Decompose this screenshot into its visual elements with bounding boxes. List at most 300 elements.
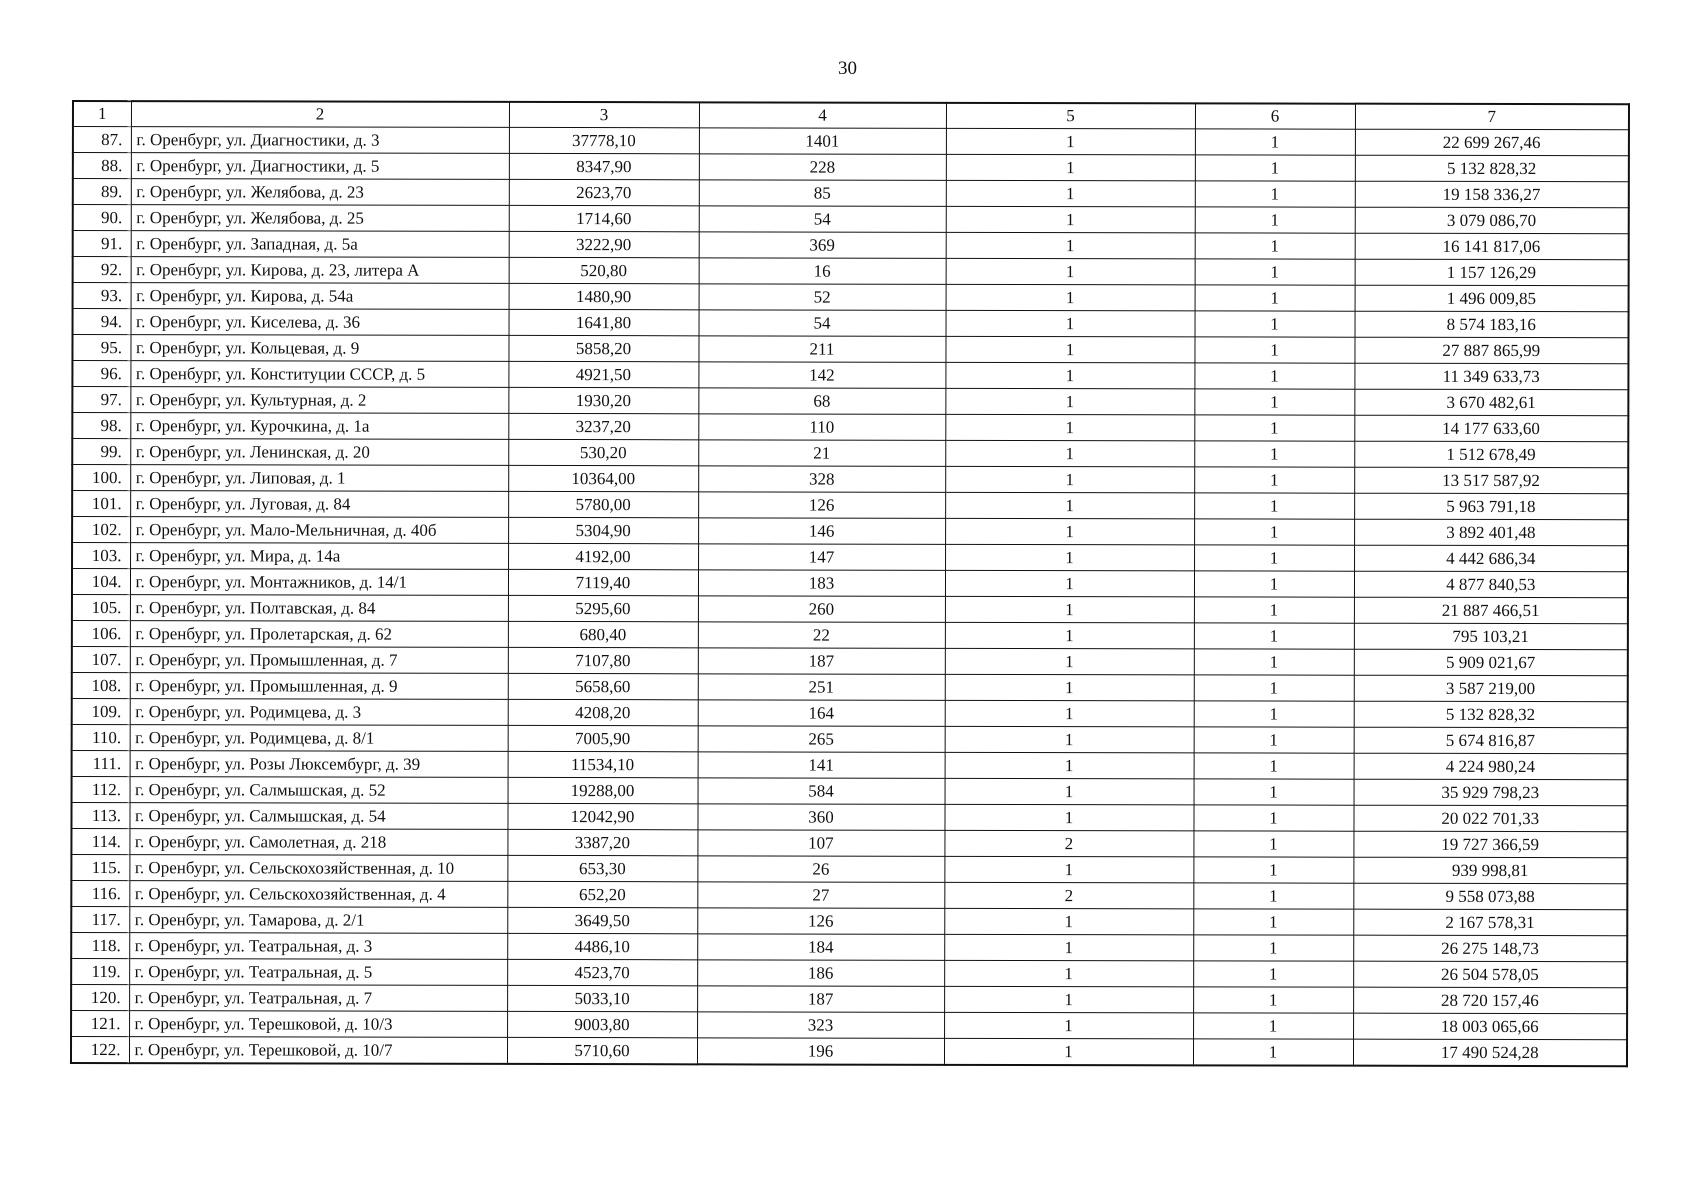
table-row [71,803,1627,832]
col-3-value: 5658,60 [508,673,698,699]
row-number: 121. [71,1011,129,1037]
table-row [72,335,1628,364]
col-4-value: 126 [698,492,945,519]
col-7-value: 28 720 157,46 [1353,987,1627,1014]
col-3-value: 4192,00 [508,543,698,569]
column-header-1: 1 [73,101,131,127]
row-number: 87. [73,127,131,153]
col-7-value: 5 963 791,18 [1354,493,1628,520]
table-row [72,777,1628,806]
col-3-value: 5304,90 [508,517,698,543]
col-3-value: 37778,10 [509,127,699,153]
col-7-value: 5 909 021,67 [1354,649,1628,676]
row-number: 111. [72,751,130,777]
col-4-value: 110 [698,414,945,441]
col-5-value: 1 [945,466,1194,493]
col-6-value: 1 [1193,805,1353,831]
table-row [72,595,1628,624]
building-registry-table [70,100,1630,1067]
col-6-value: 1 [1194,493,1354,519]
address: г. Оренбург, ул. Ленинская, д. 20 [130,439,508,466]
col-7-value: 4 224 980,24 [1354,753,1628,780]
col-6-value: 1 [1195,181,1355,207]
col-3-value: 3237,20 [508,413,698,439]
address: г. Оренбург, ул. Салмышская, д. 54 [129,803,507,830]
row-number: 116. [71,881,129,907]
col-5-value: 1 [944,960,1193,987]
row-number: 122. [71,1037,129,1064]
row-number: 109. [72,699,130,725]
col-4-value: 187 [697,986,944,1013]
col-7-value: 1 512 678,49 [1354,441,1628,468]
table-row [72,413,1628,442]
table-row [71,959,1627,988]
col-5-value: 1 [945,726,1194,753]
col-5-value: 2 [944,830,1193,857]
address: г. Оренбург, ул. Терешковой, д. 10/3 [129,1011,507,1038]
address: г. Оренбург, ул. Диагностики, д. 3 [131,127,509,154]
col-3-value: 11534,10 [508,751,698,777]
row-number: 118. [71,933,129,959]
col-5-value: 1 [945,674,1194,701]
address: г. Оренбург, ул. Родимцева, д. 3 [130,699,508,726]
table-row [72,751,1628,780]
col-4-value: 196 [697,1038,944,1065]
col-6-value: 1 [1194,337,1354,363]
col-4-value: 68 [698,388,945,415]
col-3-value: 7119,40 [508,569,698,595]
col-4-value: 369 [699,232,946,259]
address: г. Оренбург, ул. Западная, д. 5а [131,231,509,258]
row-number: 93. [73,283,131,309]
col-7-value: 26 504 578,05 [1353,961,1627,988]
col-3-value: 7107,80 [508,647,698,673]
address: г. Оренбург, ул. Культурная, д. 2 [130,387,508,414]
address: г. Оренбург, ул. Театральная, д. 7 [129,985,507,1012]
col-4-value: 186 [697,960,944,987]
table-row [72,699,1628,728]
col-5-value: 1 [946,232,1195,259]
column-header-5: 5 [946,103,1195,129]
col-4-value: 54 [699,310,946,337]
col-7-value: 4 877 840,53 [1354,571,1628,598]
col-4-value: 52 [699,284,946,311]
col-4-value: 323 [697,1012,944,1039]
col-6-value: 1 [1194,441,1354,467]
row-number: 96. [72,361,130,387]
col-7-value: 939 998,81 [1353,857,1627,884]
col-3-value: 19288,00 [508,777,698,803]
col-7-value: 22 699 267,46 [1355,129,1629,156]
row-number: 112. [72,777,130,803]
table-row [72,387,1628,416]
col-5-value: 1 [945,544,1194,571]
row-number: 92. [73,257,131,283]
col-6-value: 1 [1194,519,1354,545]
col-3-value: 5295,60 [508,595,698,621]
row-number: 99. [72,439,130,465]
col-3-value: 5780,00 [508,491,698,517]
address: г. Оренбург, ул. Салмышская, д. 52 [130,777,508,804]
col-6-value: 1 [1193,935,1353,961]
col-6-value: 1 [1194,727,1354,753]
row-number: 119. [71,959,129,985]
col-7-value: 8 574 183,16 [1355,311,1629,338]
col-6-value: 1 [1195,129,1355,155]
col-4-value: 142 [698,362,945,389]
col-3-value: 4208,20 [508,699,698,725]
row-number: 113. [71,803,129,829]
col-7-value: 5 132 828,32 [1355,155,1629,182]
col-6-value: 1 [1194,675,1354,701]
col-5-value: 1 [946,284,1195,311]
col-6-value: 1 [1194,779,1354,805]
col-3-value: 1930,20 [508,387,698,413]
col-6-value: 1 [1195,155,1355,181]
col-6-value: 1 [1193,1039,1353,1066]
row-number: 89. [73,179,131,205]
col-3-value: 1714,60 [509,205,699,231]
table-row [72,621,1628,650]
address: г. Оренбург, ул. Кольцевая, д. 9 [130,335,508,362]
col-5-value: 1 [945,414,1194,441]
row-number: 114. [71,829,129,855]
col-6-value: 1 [1195,259,1355,285]
col-7-value: 11 349 633,73 [1354,363,1628,390]
col-5-value: 1 [944,986,1193,1013]
table-row [72,361,1628,390]
col-4-value: 26 [697,856,944,883]
col-4-value: 187 [698,648,945,675]
table-row [72,465,1628,494]
table-row [71,985,1627,1014]
col-3-value: 4921,50 [508,361,698,387]
col-4-value: 141 [698,752,945,779]
address: г. Оренбург, ул. Родимцева, д. 8/1 [130,725,508,752]
col-3-value: 9003,80 [507,1011,697,1037]
col-7-value: 4 442 686,34 [1354,545,1628,572]
col-3-value: 3649,50 [507,907,697,933]
col-4-value: 22 [698,622,945,649]
col-6-value: 1 [1195,207,1355,233]
column-header-3: 3 [509,102,699,128]
col-7-value: 9 558 073,88 [1353,883,1627,910]
col-3-value: 520,80 [509,257,699,283]
col-6-value: 1 [1193,883,1353,909]
col-4-value: 54 [699,206,946,233]
row-number: 97. [72,387,130,413]
col-7-value: 3 587 219,00 [1354,675,1628,702]
col-5-value: 1 [944,1038,1193,1065]
col-3-value: 3387,20 [507,829,697,855]
table-row [73,179,1629,208]
col-5-value: 1 [945,518,1194,545]
address: г. Оренбург, ул. Монтажников, д. 14/1 [130,569,508,596]
col-5-value: 1 [945,622,1194,649]
table-row [71,933,1627,962]
col-3-value: 652,20 [507,881,697,907]
col-4-value: 584 [698,778,945,805]
col-7-value: 17 490 524,28 [1353,1039,1627,1066]
col-3-value: 4486,10 [507,933,697,959]
col-7-value: 2 167 578,31 [1353,909,1627,936]
address: г. Оренбург, ул. Самолетная, д. 218 [129,829,507,856]
table-row [71,855,1627,884]
row-number: 98. [72,413,130,439]
address: г. Оренбург, ул. Полтавская, д. 84 [130,595,508,622]
col-6-value: 1 [1194,415,1354,441]
col-7-value: 13 517 587,92 [1354,467,1628,494]
row-number: 105. [72,595,130,621]
address: г. Оренбург, ул. Мало-Мельничная, д. 40б [130,517,508,544]
col-7-value: 35 929 798,23 [1354,779,1628,806]
col-3-value: 10364,00 [508,465,698,491]
row-number: 106. [72,621,130,647]
address: г. Оренбург, ул. Курочкина, д. 1а [130,413,508,440]
row-number: 91. [73,231,131,257]
table-row [73,283,1629,312]
column-header-4: 4 [699,102,946,128]
address: г. Оренбург, ул. Сельскохозяйственная, д. 10 [129,855,507,882]
col-6-value: 1 [1193,1013,1353,1039]
col-7-value: 16 141 817,06 [1355,233,1629,260]
col-4-value: 146 [698,518,945,545]
col-3-value: 4523,70 [507,959,697,985]
col-5-value: 2 [944,882,1193,909]
address: г. Оренбург, ул. Театральная, д. 5 [129,959,507,986]
col-6-value: 1 [1194,701,1354,727]
col-4-value: 164 [698,700,945,727]
col-6-value: 1 [1194,649,1354,675]
col-4-value: 107 [697,830,944,857]
col-4-value: 328 [698,466,945,493]
table-row [72,491,1628,520]
col-5-value: 1 [945,388,1194,415]
col-6-value: 1 [1195,233,1355,259]
col-3-value: 1641,80 [509,309,699,335]
col-7-value: 18 003 065,66 [1353,1013,1627,1040]
col-7-value: 3 670 482,61 [1354,389,1628,416]
col-5-value: 1 [945,596,1194,623]
page-number: 30 [838,58,857,79]
col-7-value: 1 157 126,29 [1355,259,1629,286]
col-6-value: 1 [1193,909,1353,935]
row-number: 107. [72,647,130,673]
address: г. Оренбург, ул. Промышленная, д. 7 [130,647,508,674]
table-header [73,101,1629,130]
col-4-value: 21 [698,440,945,467]
col-7-value: 19 158 336,27 [1355,181,1629,208]
col-4-value: 85 [699,180,946,207]
table-row [71,907,1627,936]
table-row [73,205,1629,234]
col-7-value: 1 496 009,85 [1355,285,1629,312]
table-row [72,439,1628,468]
col-3-value: 653,30 [507,855,697,881]
col-7-value: 19 727 366,59 [1353,831,1627,858]
col-4-value: 27 [697,882,944,909]
row-number: 94. [73,309,131,335]
table-row [73,309,1629,338]
address: г. Оренбург, ул. Луговая, д. 84 [130,491,508,518]
table-row [71,881,1627,910]
table-row [72,673,1628,702]
col-5-value: 1 [945,492,1194,519]
row-number: 95. [72,335,130,361]
col-5-value: 1 [945,648,1194,675]
col-4-value: 126 [697,908,944,935]
row-number: 90. [73,205,131,231]
address: г. Оренбург, ул. Желябова, д. 23 [131,179,509,206]
col-3-value: 5858,20 [508,335,698,361]
col-6-value: 1 [1193,961,1353,987]
col-5-value: 1 [945,752,1194,779]
row-number: 120. [71,985,129,1011]
col-3-value: 3222,90 [509,231,699,257]
col-5-value: 1 [944,1012,1193,1039]
col-5-value: 1 [944,804,1193,831]
table-row [72,569,1628,598]
col-5-value: 1 [944,856,1193,883]
col-5-value: 1 [946,310,1195,337]
table-row [73,127,1629,156]
row-number: 88. [73,153,131,179]
row-number: 104. [72,569,130,595]
address: г. Оренбург, ул. Тамарова, д. 2/1 [129,907,507,934]
row-number: 110. [72,725,130,751]
col-4-value: 147 [698,544,945,571]
table-row [72,647,1628,676]
col-6-value: 1 [1195,311,1355,337]
col-5-value: 1 [945,570,1194,597]
row-number: 103. [72,543,130,569]
address: г. Оренбург, ул. Конституции СССР, д. 5 [130,361,508,388]
col-3-value: 530,20 [508,439,698,465]
col-3-value: 1480,90 [509,283,699,309]
col-4-value: 183 [698,570,945,597]
col-5-value: 1 [946,128,1195,155]
col-3-value: 12042,90 [507,803,697,829]
col-4-value: 260 [698,596,945,623]
col-5-value: 1 [946,154,1195,181]
column-header-6: 6 [1195,103,1355,129]
col-4-value: 228 [699,154,946,181]
col-7-value: 21 887 466,51 [1354,597,1628,624]
column-header-2: 2 [131,101,509,127]
col-4-value: 251 [698,674,945,701]
table-row [73,153,1629,182]
column-header-7: 7 [1355,104,1629,130]
col-6-value: 1 [1193,831,1353,857]
col-6-value: 1 [1194,597,1354,623]
col-6-value: 1 [1194,571,1354,597]
col-5-value: 1 [944,908,1193,935]
col-7-value: 26 275 148,73 [1353,935,1627,962]
address: г. Оренбург, ул. Пролетарская, д. 62 [130,621,508,648]
table-row [72,543,1628,572]
address: г. Оренбург, ул. Промышленная, д. 9 [130,673,508,700]
col-6-value: 1 [1194,623,1354,649]
col-5-value: 1 [946,180,1195,207]
address: г. Оренбург, ул. Кирова, д. 23, литера А [131,257,509,284]
table-row [71,1037,1627,1067]
row-number: 102. [72,517,130,543]
address: г. Оренбург, ул. Сельскохозяйственная, д. 4 [129,881,507,908]
col-6-value: 1 [1194,753,1354,779]
col-6-value: 1 [1193,857,1353,883]
col-7-value: 5 674 816,87 [1354,727,1628,754]
col-5-value: 1 [946,258,1195,285]
row-number: 117. [71,907,129,933]
col-6-value: 1 [1194,467,1354,493]
col-7-value: 5 132 828,32 [1354,701,1628,728]
address: г. Оренбург, ул. Терешковой, д. 10/7 [129,1037,507,1064]
col-3-value: 2623,70 [509,179,699,205]
col-5-value: 1 [945,336,1194,363]
col-6-value: 1 [1194,545,1354,571]
col-3-value: 7005,90 [508,725,698,751]
col-5-value: 1 [945,778,1194,805]
col-7-value: 795 103,21 [1354,623,1628,650]
address: г. Оренбург, ул. Диагностики, д. 5 [131,153,509,180]
row-number: 108. [72,673,130,699]
col-7-value: 14 177 633,60 [1354,415,1628,442]
col-3-value: 8347,90 [509,153,699,179]
col-3-value: 680,40 [508,621,698,647]
col-7-value: 3 079 086,70 [1355,207,1629,234]
col-5-value: 1 [945,440,1194,467]
col-4-value: 16 [699,258,946,285]
table-row [73,231,1629,260]
address: г. Оренбург, ул. Желябова, д. 25 [131,205,509,232]
col-5-value: 1 [944,934,1193,961]
address: г. Оренбург, ул. Липовая, д. 1 [130,465,508,492]
col-7-value: 20 022 701,33 [1353,805,1627,832]
col-5-value: 1 [945,700,1194,727]
col-3-value: 5033,10 [507,985,697,1011]
col-4-value: 184 [697,934,944,961]
table-row [73,257,1629,286]
address: г. Оренбург, ул. Театральная, д. 3 [129,933,507,960]
col-4-value: 211 [698,336,945,363]
address: г. Оренбург, ул. Киселева, д. 36 [131,309,509,336]
col-6-value: 1 [1194,389,1354,415]
table-row [71,1011,1627,1040]
col-4-value: 360 [697,804,944,831]
row-number: 100. [72,465,130,491]
col-6-value: 1 [1193,987,1353,1013]
header-row [73,101,1629,130]
table-row [71,829,1627,858]
col-7-value: 3 892 401,48 [1354,519,1628,546]
table-row [72,725,1628,754]
address: г. Оренбург, ул. Розы Люксембург, д. 39 [130,751,508,778]
col-6-value: 1 [1194,363,1354,389]
col-5-value: 1 [946,206,1195,233]
col-6-value: 1 [1195,285,1355,311]
col-4-value: 1401 [699,128,946,155]
row-number: 115. [71,855,129,881]
table-row [72,517,1628,546]
address: г. Оренбург, ул. Мира, д. 14а [130,543,508,570]
col-4-value: 265 [698,726,945,753]
col-3-value: 5710,60 [507,1037,697,1064]
address: г. Оренбург, ул. Кирова, д. 54а [131,283,509,310]
row-number: 101. [72,491,130,517]
col-7-value: 27 887 865,99 [1354,337,1628,364]
col-5-value: 1 [945,362,1194,389]
table-body [71,127,1629,1067]
